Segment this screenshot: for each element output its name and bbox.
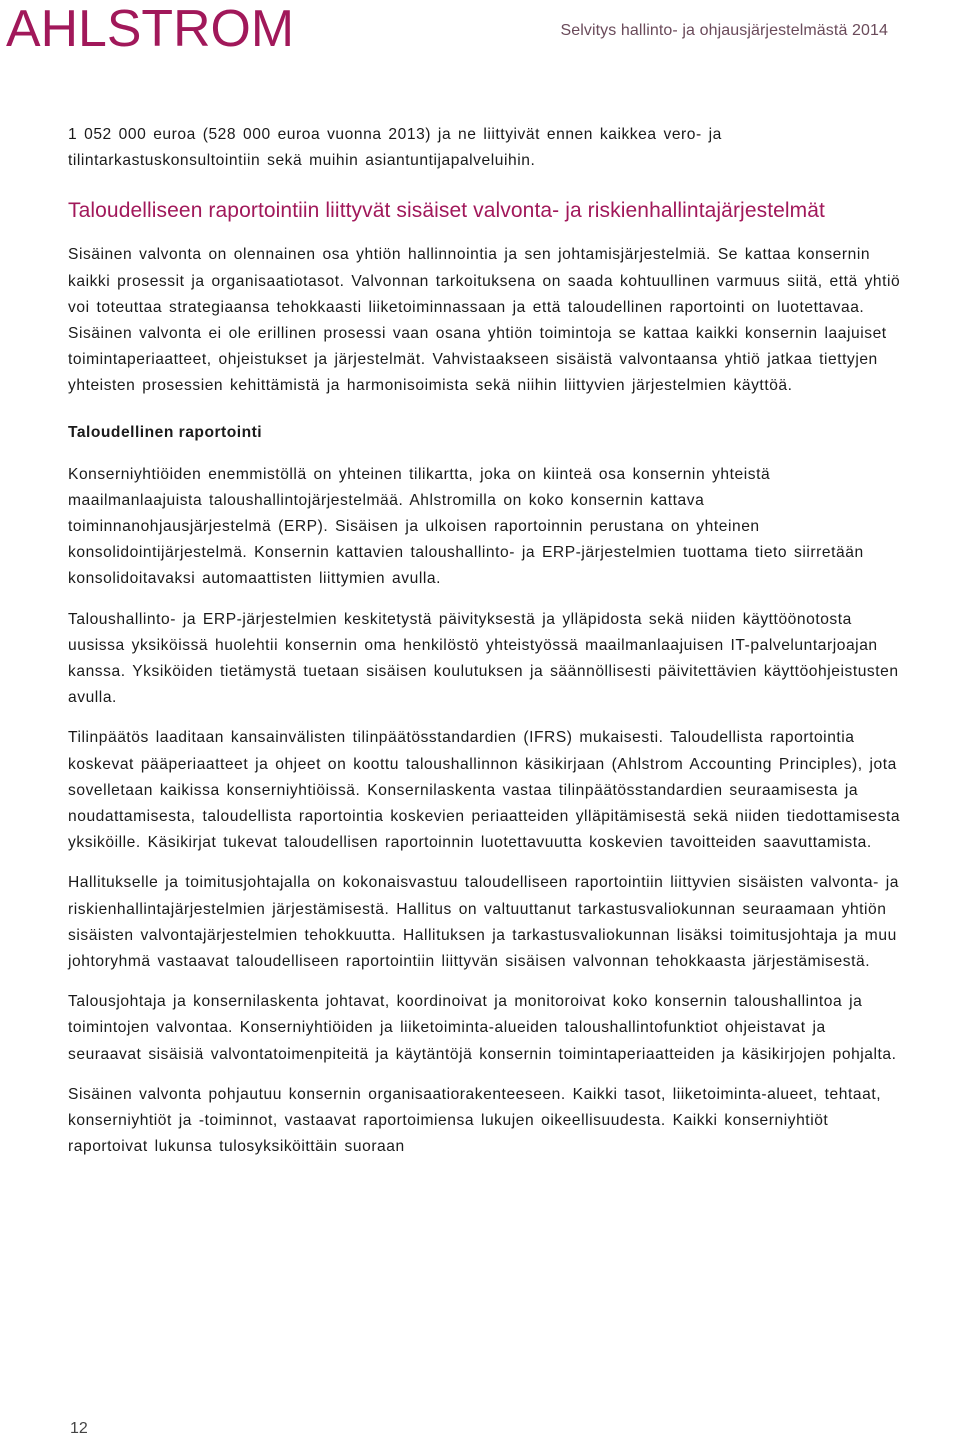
page-number: 12	[70, 1420, 88, 1437]
paragraph: Tilinpäätös laaditaan kansainvälisten tilinpäätösstandardien (IFRS) mukaisesti. Taloudellista raportointia koskevat pääperiaatteet ja ohjeet on koottu taloushallinnon käsikirjaan (Ahlstrom Accounting Principles), jota sovelletaan kaikissa konserniyhtiöissä. Konsernilaskenta vastaa tilinpäätösstandardien seuraamisesta ja noudattamisesta, taloudellista raportointia koskevien periaatteiden ylläpitämisestä sekä niiden tiedottamisesta yksiköille. Käsikirjat tukevat taloudellisen raportoinnin luotettavuutta koskevien tavoitteiden saavuttamista.	[68, 729, 901, 852]
document-body	[68, 122, 904, 1161]
paragraph: Sisäinen valvonta pohjautuu konsernin organisaatiorakenteeseen. Kaikki tasot, liiketoiminta-alueet, tehtaat, konserniyhtiöt ja -toiminnot, vastaavat raportoimiensa lukujen oikeellisuudesta. Kaikki konserniyhtiöt raportoivat lukunsa tulosyksiköittäin suoraan	[68, 1085, 882, 1156]
subsection-heading: Taloudellinen raportointi	[68, 423, 263, 441]
report-title: Selvitys hallinto- ja ohjausjärjestelmästä 2014	[560, 22, 888, 39]
paragraph: Konserniyhtiöiden enemmistöllä on yhteinen tilikartta, joka on kiinteä osa konsernin yhteistä maailmanlaajuista taloushallintojärjestelmää. Ahlstromilla on koko konsernin kattava toiminnanohjausjärjestelmä (ERP). Sisäisen ja ulkoisen raportoinnin perustana on yhteinen konsolidointijärjestelmä. Konsernin kattavien taloushallinto- ja ERP-järjestelmien tuottama tieto siirretään konsolidoitavaksi automaattisten liittymien avulla.	[68, 465, 864, 588]
section-paragraph: Sisäinen valvonta on olennainen osa yhtiön hallinnointia ja sen johtamisjärjestelmiä. Se kattaa konsernin kaikki prosessit ja organisaatiotasot. Valvonnan tarkoituksena on saada kohtuullinen varmuus siitä, että yhtiö voi toteuttaa strategiaansa tehokkaasti liiketoiminnassaan ja että taloudellinen raportointi on luotettavaa. Sisäinen valvonta ei ole erillinen prosessi vaan osana yhtiön toimintoja se kattaa kaikki konsernin laajuiset toimintaperiaatteet, ohjeistukset ja järjestelmät. Vahvistaakseen sisäistä valvontaansa yhtiö jatkaa tiettyjen yhteisten prosessien kehittämistä ja harmonisoimista sekä niihin liittyvien järjestelmien käyttöä.	[68, 246, 901, 395]
paragraph: Hallitukselle ja toimitusjohtajalla on kokonaisvastuu taloudelliseen raportointiin liittyvien sisäisten valvonta- ja riskienhallintajärjestelmien järjestämisestä. Hallitus on valtuuttanut tarkastusvaliokunnan seuraamaan yhtiön sisäisten valvontajärjestelmien tehokkuutta. Hallituksen ja tarkastusvaliokunnan lisäksi toimitusjohtaja ja muu johtoryhmä vastaavat taloudelliseen raportointiin liittyvän sisäisen valvonnan tehokkaasta järjestämisestä.	[68, 874, 899, 971]
section-heading: Taloudelliseen raportointiin liittyvät sisäiset valvonta- ja riskienhallintajärjestelmät	[68, 199, 825, 223]
intro-paragraph: 1 052 000 euroa (528 000 euroa vuonna 2013) ja ne liittyivät ennen kaikkea vero- ja tilintarkastuskonsultointiin sekä muihin asiantuntijapalveluihin.	[68, 126, 722, 170]
ahlstrom-wordmark	[6, 0, 296, 52]
paragraph: Talousjohtaja ja konsernilaskenta johtavat, koordinoivat ja monitoroivat koko konsernin taloushallintoa ja toimintojen valvontaa. Konserniyhtiöiden ja liiketoiminta-alueiden taloushallintofunktiot ohjeistavat ja seuraavat sisäisiä valvontatoimenpiteitä ja käytäntöjä konsernin toimintaperiaatteiden ja käsikirjojen pohjalta.	[68, 993, 897, 1063]
logo-text: AHLSTROM	[6, 0, 294, 52]
paragraph: Taloushallinto- ja ERP-järjestelmien keskitetystä päivityksestä ja ylläpidosta sekä niiden käyttöönotosta uusissa yksiköissä huolehtii konsernin oma henkilöstö yhteistyössä maailmanlaajuisen IT-palveluntarjoajan kanssa. Yksiköiden tietämystä tuetaan sisäisen koulutuksen ja säännöllisesti päivitettävien käyttöohjeistusten avulla.	[68, 610, 899, 707]
ahlstrom-logo	[6, 0, 296, 52]
page-header	[0, 0, 960, 60]
